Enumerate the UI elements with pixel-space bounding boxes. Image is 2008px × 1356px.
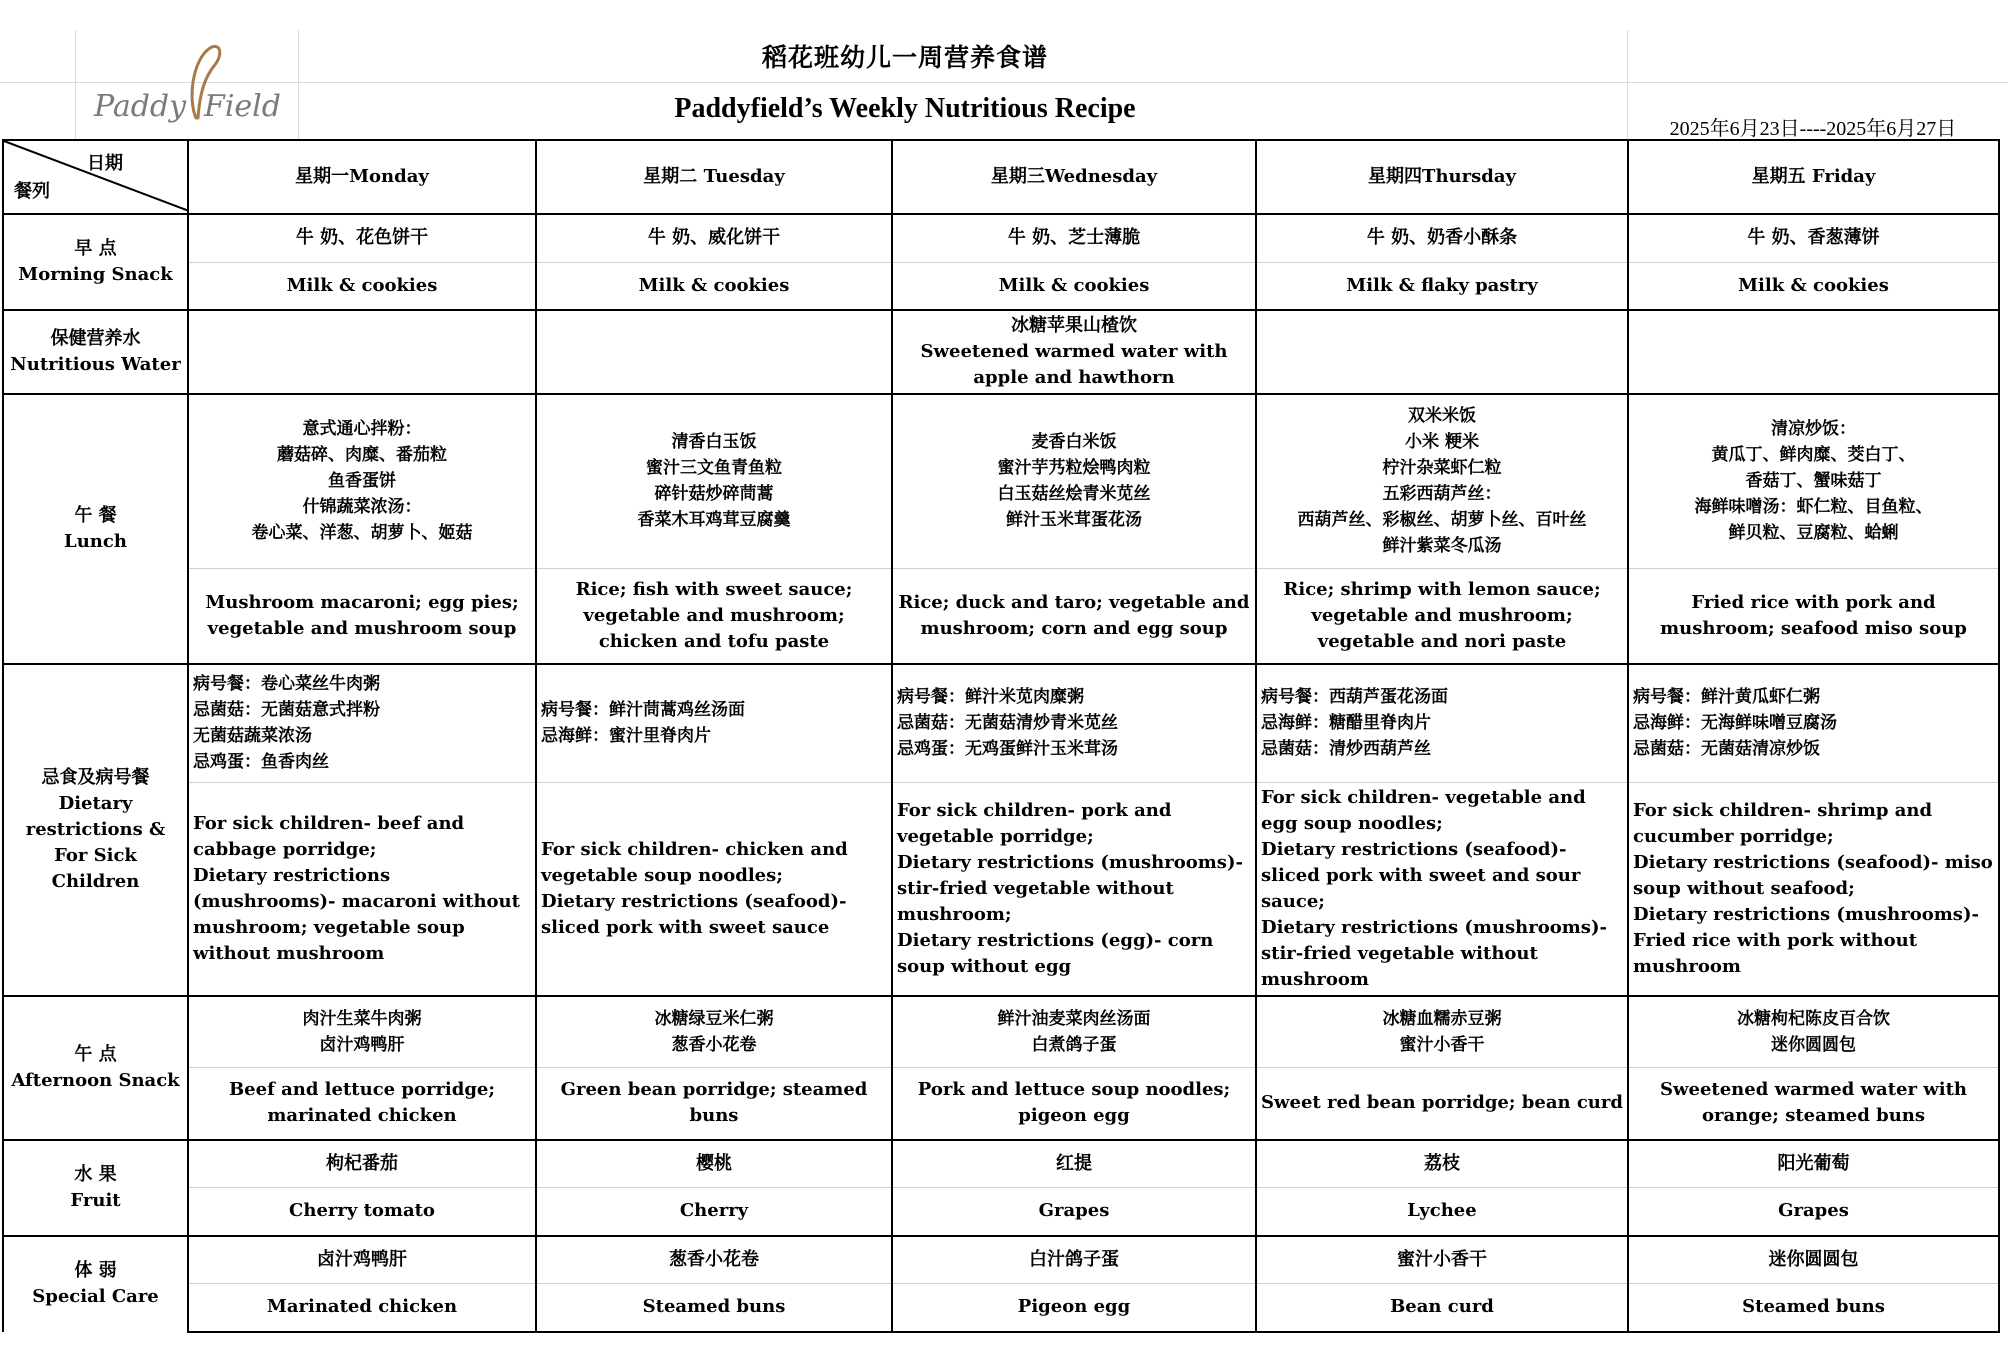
menu-cell	[1256, 996, 1628, 1068]
menu-cell: 迷你圆圆包	[1628, 1236, 1999, 1284]
menu-cell	[188, 996, 536, 1068]
menu-line: 忌菌菇：无菌菇清凉炒饭	[1633, 739, 1820, 760]
menu-cell: 牛 奶、花色饼干	[188, 214, 536, 262]
morning-snack-row-en	[3, 262, 1999, 310]
menu-cell: Cherry tomato	[188, 1188, 536, 1236]
menu-cell: Lychee	[1256, 1188, 1628, 1236]
menu-line: 病号餐：西葫芦蛋花汤面	[1261, 687, 1448, 708]
menu-cell-empty	[1628, 310, 1999, 394]
menu-cell: Green bean porridge; steamed buns	[536, 1068, 892, 1140]
menu-table	[2, 139, 2000, 1333]
menu-cell	[536, 782, 892, 996]
menu-cell-empty	[1256, 310, 1628, 394]
category-nutritious-water	[3, 310, 188, 394]
menu-cell: Mushroom macaroni; egg pies; vegetable and mushroom soup	[188, 568, 536, 664]
menu-item-cn: 冰糖苹果山楂饮	[1011, 315, 1137, 336]
menu-cell	[1256, 394, 1628, 568]
menu-cell	[536, 996, 892, 1068]
category-label-en: Special Care	[32, 1286, 159, 1307]
menu-line: 黄瓜丁、鲜肉糜、茭白丁、	[1711, 445, 1916, 466]
category-label-cn: 午 点	[74, 1043, 117, 1065]
menu-line: 小米 粳米	[1405, 432, 1479, 453]
day-header: 星期三Wednesday	[892, 140, 1256, 214]
menu-line: 海鲜味噌汤：虾仁粒、目鱼粒、	[1694, 497, 1933, 518]
category-label-en: Afternoon Snack	[11, 1069, 180, 1091]
menu-line: Dietary restrictions (mushrooms)- stir-fried vegetable without mushroom	[1261, 916, 1607, 990]
menu-cell	[892, 394, 1256, 568]
menu-line: 蜜汁芋艿粒烩鸭肉粒	[997, 458, 1151, 479]
menu-cell	[892, 782, 1256, 996]
afternoon-snack-row-cn	[3, 996, 1999, 1068]
dietary-row-cn	[3, 664, 1999, 782]
corner-meal-label: 餐列	[14, 181, 50, 202]
day-header: 星期五 Friday	[1628, 140, 1999, 214]
day-header: 星期四Thursday	[1256, 140, 1628, 214]
menu-cell: Sweet red bean porridge; bean curd	[1256, 1068, 1628, 1140]
menu-cell: Rice; fish with sweet sauce; vegetable and mushroom; chicken and tofu paste	[536, 568, 892, 664]
category-special-care	[3, 1236, 188, 1332]
afternoon-snack-row-en	[3, 1068, 1999, 1140]
menu-line: 蜜汁三文鱼青鱼粒	[646, 458, 782, 479]
menu-line: 蘑菇碎、肉糜、番茄粒	[277, 445, 447, 466]
category-label-cn: 体 弱	[74, 1260, 117, 1281]
menu-line: Dietary restrictions (mushrooms)- stir-fried vegetable without mushroom;	[897, 851, 1243, 925]
category-morning-snack	[3, 214, 188, 310]
menu-cell: Fried rice with pork and mushroom; seafood miso soup	[1628, 568, 1999, 664]
menu-cell	[536, 394, 892, 568]
menu-line: Dietary restrictions (mushrooms)- Fried rice with pork without mushroom	[1633, 903, 1979, 977]
menu-line: 忌海鲜：无海鲜味噌豆腐汤	[1633, 713, 1837, 734]
category-afternoon-snack	[3, 996, 188, 1140]
menu-cell: Rice; duck and taro; vegetable and mushroom; corn and egg soup	[892, 568, 1256, 664]
menu-line: 忌鸡蛋：鱼香肉丝	[193, 752, 329, 773]
menu-line: Dietary restrictions (seafood)- miso soup without seafood;	[1633, 851, 1993, 899]
menu-cell: 蜜汁小香干	[1256, 1236, 1628, 1284]
menu-line: For sick children- beef and cabbage porridge;	[193, 812, 465, 860]
category-label-en: Fruit	[70, 1189, 121, 1211]
menu-cell: 枸杞番茄	[188, 1140, 536, 1188]
title-english: Paddyfield’s Weekly Nutritious Recipe	[674, 93, 1136, 124]
menu-line: 鲜汁玉米茸蛋花汤	[1006, 510, 1142, 531]
menu-line: 双米米饭	[1408, 406, 1476, 427]
menu-line: For sick children- chicken and vegetable soup noodles;	[541, 838, 848, 886]
menu-line: 无菌菇蔬菜浓汤	[193, 726, 312, 747]
grid-line	[298, 30, 299, 140]
category-fruit	[3, 1140, 188, 1236]
menu-line: For sick children- pork and vegetable porridge;	[897, 799, 1172, 847]
category-lunch	[3, 394, 188, 664]
menu-cell	[892, 310, 1256, 394]
day-header: 星期一Monday	[188, 140, 536, 214]
menu-cell-empty	[536, 310, 892, 394]
menu-cell	[892, 664, 1256, 782]
menu-line: 病号餐：卷心菜丝牛肉粥	[193, 674, 380, 695]
menu-line: 香菇丁、蟹味菇丁	[1745, 471, 1882, 492]
menu-cell: Steamed buns	[1628, 1284, 1999, 1332]
menu-cell: 牛 奶、香葱薄饼	[1628, 214, 1999, 262]
menu-cell: Milk & flaky pastry	[1256, 262, 1628, 310]
menu-line: 忌海鲜：糖醋里脊肉片	[1261, 713, 1431, 734]
menu-cell: 牛 奶、芝士薄脆	[892, 214, 1256, 262]
paddyfield-logo	[88, 40, 288, 140]
menu-line: 忌菌菇：无菌菇清炒青米苋丝	[897, 713, 1118, 734]
special-care-row-cn	[3, 1236, 1999, 1284]
menu-cell: 白汁鸽子蛋	[892, 1236, 1256, 1284]
category-label-en: Lunch	[64, 531, 127, 552]
menu-cell: 牛 奶、威化饼干	[536, 214, 892, 262]
corner-date-label: 日期	[87, 153, 123, 174]
fruit-row-en	[3, 1188, 1999, 1236]
menu-line: 卤汁鸡鸭肝	[319, 1034, 405, 1055]
menu-line: 什锦蔬菜浓汤：	[302, 497, 422, 518]
menu-item-en: Sweetened warmed water with apple and hawthorn	[920, 341, 1228, 388]
menu-line: 白煮鸽子蛋	[1031, 1034, 1117, 1055]
menu-cell	[1256, 664, 1628, 782]
fruit-row-cn	[3, 1140, 1999, 1188]
menu-line: 五彩西葫芦丝：	[1382, 484, 1502, 505]
menu-cell: 樱桃	[536, 1140, 892, 1188]
menu-line: 香菜木耳鸡茸豆腐羹	[637, 510, 791, 531]
menu-cell: 阳光葡萄	[1628, 1140, 1999, 1188]
menu-line: 葱香小花卷	[671, 1034, 757, 1055]
category-label-cn: 忌食及病号餐	[41, 766, 150, 788]
menu-line: 冰糖绿豆米仁粥	[654, 1008, 774, 1029]
menu-line: Dietary restrictions (seafood)- sliced pork with sweet and sour sauce;	[1261, 838, 1581, 912]
menu-line: 忌菌菇：清炒西葫芦丝	[1261, 739, 1431, 760]
category-label-cn: 午 餐	[74, 505, 117, 526]
menu-line: Dietary restrictions (mushrooms)- macaroni without mushroom; vegetable soup without mushroom	[193, 864, 520, 964]
menu-line: 碎针菇炒碎茼蒿	[654, 484, 774, 505]
dietary-row-en	[3, 782, 1999, 996]
menu-line: 忌菌菇：无菌菇意式拌粉	[193, 700, 380, 721]
menu-line: 病号餐：鲜汁黄瓜虾仁粥	[1633, 687, 1820, 708]
menu-line: 病号餐：鲜汁米苋肉糜粥	[897, 687, 1084, 708]
logo-text-paddy: Paddy	[94, 89, 187, 124]
day-header-row	[3, 140, 1999, 214]
menu-cell: 卤汁鸡鸭肝	[188, 1236, 536, 1284]
menu-cell: 葱香小花卷	[536, 1236, 892, 1284]
menu-line: 鲜贝粒、豆腐粒、蛤蜊	[1728, 523, 1899, 544]
menu-line: 肉汁生菜牛肉粥	[302, 1008, 422, 1029]
menu-line: 柠汁杂菜虾仁粒	[1382, 458, 1502, 479]
menu-cell: Bean curd	[1256, 1284, 1628, 1332]
menu-cell	[892, 996, 1256, 1068]
category-label-en: Morning Snack	[18, 264, 173, 285]
menu-cell: Cherry	[536, 1188, 892, 1236]
category-label-cn: 水 果	[74, 1163, 117, 1185]
menu-line: Dietary restrictions (seafood)- sliced pork with sweet sauce	[541, 890, 847, 938]
menu-cell: Grapes	[1628, 1188, 1999, 1236]
menu-cell	[1256, 782, 1628, 996]
menu-cell: Pigeon egg	[892, 1284, 1256, 1332]
menu-cell: Milk & cookies	[892, 262, 1256, 310]
menu-line: For sick children- vegetable and egg soup noodles;	[1261, 786, 1586, 834]
menu-line: 病号餐：鲜汁茼蒿鸡丝汤面	[541, 700, 745, 721]
menu-line: 白玉菇丝烩青米苋丝	[997, 484, 1151, 505]
menu-cell-empty	[188, 310, 536, 394]
lunch-row-cn	[3, 394, 1999, 568]
category-label-cn: 保健营养水	[50, 328, 141, 349]
menu-cell: Steamed buns	[536, 1284, 892, 1332]
category-label-cn: 早 点	[74, 238, 117, 259]
menu-cell: Milk & cookies	[188, 262, 536, 310]
menu-line: 蜜汁小香干	[1399, 1034, 1485, 1055]
menu-cell: 牛 奶、奶香小酥条	[1256, 214, 1628, 262]
grid-line	[0, 82, 2008, 83]
menu-line: 卷心菜、洋葱、胡萝卜、姬菇	[251, 523, 473, 544]
menu-line: 西葫芦丝、彩椒丝、胡萝卜丝、百叶丝	[1297, 510, 1587, 531]
menu-cell: Milk & cookies	[536, 262, 892, 310]
menu-cell	[1628, 394, 1999, 568]
menu-cell: Marinated chicken	[188, 1284, 536, 1332]
logo-text-field: Field	[204, 89, 281, 124]
grid-line	[75, 30, 76, 140]
menu-cell	[1628, 782, 1999, 996]
menu-line: 鲜汁油麦菜肉丝汤面	[997, 1008, 1151, 1029]
lunch-row-en	[3, 568, 1999, 664]
morning-snack-row-cn	[3, 214, 1999, 262]
menu-line: 意式通心拌粉：	[302, 419, 422, 440]
menu-cell: Milk & cookies	[1628, 262, 1999, 310]
menu-line: 冰糖血糯赤豆粥	[1382, 1008, 1502, 1029]
day-header: 星期二 Tuesday	[536, 140, 892, 214]
menu-cell: 红提	[892, 1140, 1256, 1188]
title-chinese: 稻花班幼儿一周营养食谱	[761, 43, 1048, 72]
menu-line: 麦香白米饭	[1031, 432, 1117, 453]
category-dietary	[3, 664, 188, 996]
menu-cell	[188, 394, 536, 568]
menu-line: 忌鸡蛋：无鸡蛋鲜汁玉米茸汤	[897, 739, 1118, 760]
menu-cell	[188, 782, 536, 996]
menu-line: 忌海鲜：蜜汁里脊肉片	[541, 726, 711, 747]
category-label-en: Nutritious Water	[10, 354, 181, 375]
menu-cell: Grapes	[892, 1188, 1256, 1236]
menu-cell: Pork and lettuce soup noodles; pigeon egg	[892, 1068, 1256, 1140]
menu-cell: Sweetened warmed water with orange; steamed buns	[1628, 1068, 1999, 1140]
category-label-en: Dietary restrictions & For Sick Children	[25, 792, 166, 892]
menu-cell	[1628, 996, 1999, 1068]
menu-cell: Beef and lettuce porridge; marinated chicken	[188, 1068, 536, 1140]
menu-line: 鲜汁紫菜冬瓜汤	[1382, 536, 1502, 557]
menu-line: 清香白玉饭	[671, 432, 757, 453]
menu-cell	[1628, 664, 1999, 782]
corner-cell	[3, 140, 188, 214]
menu-line: For sick children- shrimp and cucumber porridge;	[1633, 799, 1933, 847]
date-range: 2025年6月23日----2025年6月27日	[1669, 118, 1957, 140]
menu-cell	[536, 664, 892, 782]
menu-cell: 荔枝	[1256, 1140, 1628, 1188]
menu-line: 清凉炒饭：	[1771, 419, 1856, 440]
menu-cell: Rice; shrimp with lemon sauce; vegetable and mushroom; vegetable and nori paste	[1256, 568, 1628, 664]
menu-cell	[188, 664, 536, 782]
special-care-row-en	[3, 1284, 1999, 1332]
menu-line: Dietary restrictions (egg)- corn soup without egg	[897, 929, 1214, 977]
menu-line: 迷你圆圆包	[1771, 1034, 1856, 1055]
nutritious-water-row	[3, 310, 1999, 394]
menu-line: 鱼香蛋饼	[328, 471, 396, 492]
menu-line: 冰糖枸杞陈皮百合饮	[1737, 1008, 1890, 1029]
